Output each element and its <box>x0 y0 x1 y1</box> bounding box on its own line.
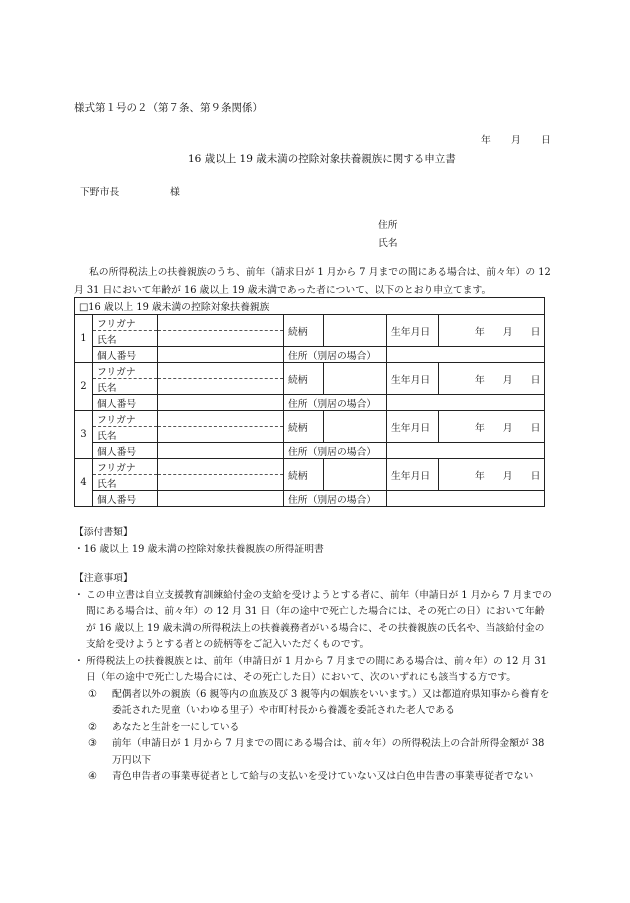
my-number-field[interactable] <box>158 347 284 363</box>
applicant-address-label: 住所 <box>378 220 398 231</box>
birthdate-label: 生年月日 <box>387 459 439 491</box>
day-label: 日 <box>530 326 541 338</box>
relationship-label: 続柄 <box>284 459 324 491</box>
condition-mark: ② <box>88 721 97 733</box>
intro-line-1: 私の所得税法上の扶養親族のうち、前年（請求日が 1 月から 7 月までの間にある場合は、前々年）の 12 <box>89 267 551 278</box>
birthdate-field[interactable] <box>439 363 545 395</box>
condition-text: あなたと生計を一にしている <box>112 721 240 733</box>
row-number: 4 <box>75 459 93 507</box>
relationship-field[interactable] <box>324 411 387 443</box>
my-number-label: 個人番号 <box>93 491 158 507</box>
address-label: 住所（別居の場合） <box>284 443 387 459</box>
intro-line-2: 月 31 日において年齢が 16 歳以上 19 歳未満であった者について、以下のとおり申立てます。 <box>74 285 492 296</box>
condition-mark: ③ <box>88 738 97 749</box>
my-number-field[interactable] <box>158 395 284 411</box>
year-label: 年 <box>475 422 485 434</box>
document-title: 16 歳以上 19 歳未満の控除対象扶養親族に関する申立書 <box>188 153 456 165</box>
condition-item <box>74 769 554 786</box>
year-label: 年 <box>475 470 485 482</box>
my-number-field[interactable] <box>158 491 284 507</box>
birthdate-label: 生年月日 <box>387 315 439 347</box>
furigana-label: フリガナ <box>93 459 158 475</box>
row-number: 2 <box>75 363 93 411</box>
address-label: 住所（別居の場合） <box>284 395 387 411</box>
applicant-name-label: 氏名 <box>378 238 398 249</box>
name-label: 氏名 <box>93 475 158 491</box>
year-label: 年 <box>475 374 485 386</box>
month-label: 月 <box>502 374 513 386</box>
address-field[interactable] <box>387 443 545 459</box>
form-number: 様式第１号の２（第７条、第９条関係） <box>74 102 263 114</box>
furigana-field[interactable] <box>158 411 284 427</box>
year-label: 年 <box>475 326 485 338</box>
condition-text: 前年（申請日が 1 月から 7 月までの間にある場合は、前々年）の所得税法上の合計所得金額が 38 万円以下 <box>112 738 545 766</box>
furigana-label: フリガナ <box>93 363 158 379</box>
month-label: 月 <box>502 422 513 434</box>
notes-section <box>74 571 554 786</box>
attachments-heading: 【添付書類】 <box>74 527 133 538</box>
attachment-item: ・16 歳以上 19 歳未満の控除対象扶養親族の所得証明書 <box>74 544 324 555</box>
relationship-field[interactable] <box>324 363 387 395</box>
furigana-field[interactable] <box>158 459 284 475</box>
my-number-label: 個人番号 <box>93 347 158 363</box>
name-label: 氏名 <box>93 427 158 443</box>
relationship-label: 続柄 <box>284 315 324 347</box>
condition-mark: ④ <box>88 771 97 782</box>
address-label: 住所（別居の場合） <box>284 347 387 363</box>
addressee-honorific: 様 <box>170 187 180 198</box>
day-label: 日 <box>530 470 541 482</box>
my-number-field[interactable] <box>158 443 284 459</box>
condition-item <box>74 687 554 720</box>
furigana-field[interactable] <box>158 315 284 331</box>
row-number: 3 <box>75 411 93 459</box>
birthdate-label: 生年月日 <box>387 363 439 395</box>
my-number-label: 個人番号 <box>93 395 158 411</box>
my-number-label: 個人番号 <box>93 443 158 459</box>
address-field[interactable] <box>387 347 545 363</box>
condition-item <box>74 736 554 769</box>
name-field[interactable] <box>158 427 284 443</box>
furigana-label: フリガナ <box>93 411 158 427</box>
month-label: 月 <box>502 470 513 482</box>
note-bullet-2: ・ 所得税法上の扶養親族とは、前年（申請日が 1 月から 7 月までの間にある場合は、前々年）の 12 月 31 日（年の途中で死亡した場合には、その死亡した日）において、次のいずれにも該当する方です。 <box>74 654 554 687</box>
relationship-field[interactable] <box>324 459 387 491</box>
condition-mark: ① <box>88 688 97 700</box>
date-month-label: 月 <box>511 135 521 146</box>
relationship-label: 続柄 <box>284 363 324 395</box>
dependents-table <box>74 297 545 507</box>
name-field[interactable] <box>158 379 284 395</box>
furigana-label: フリガナ <box>93 315 158 331</box>
address-field[interactable] <box>387 491 545 507</box>
relationship-field[interactable] <box>324 315 387 347</box>
addressee-name: 下野市長 <box>80 187 120 198</box>
relationship-label: 続柄 <box>284 411 324 443</box>
table-header: □16 歳以上 19 歳未満の控除対象扶養親族 <box>75 298 545 315</box>
day-label: 日 <box>530 374 541 386</box>
address-label: 住所（別居の場合） <box>284 491 387 507</box>
birthdate-field[interactable] <box>439 411 545 443</box>
name-field[interactable] <box>158 475 284 491</box>
note-bullet-1: ・ この申立書は自立支援教育訓練給付金の支給を受けようとする者に、前年（申請日が 1 月から 7 月までの間にある場合は、前々年）の 12 月 31 日（年の途中で死亡した場合には、その死亡の日）において年齢が 16 歳以上 19 歳未満の所得税法上の扶養義務者がいる場合に、その扶養親族の氏名や、当該給付金の支給を受けようとする者との続柄等をご記入いただくものです。 <box>74 588 554 654</box>
address-field[interactable] <box>387 395 545 411</box>
name-label: 氏名 <box>93 379 158 395</box>
birthdate-label: 生年月日 <box>387 411 439 443</box>
condition-text: 青色申告者の事業専従者として給与の支払いを受けていない又は白色申告書の事業専従者でない <box>112 771 534 782</box>
condition-text: 配偶者以外の親族（6 親等内の血族及び 3 親等内の姻族をいいます。）又は都道府県知事から養育を委託された児童（いわゆる里子）や市町村長から養護を委託された老人である <box>112 688 550 716</box>
condition-item <box>74 720 554 737</box>
row-number: 1 <box>75 315 93 363</box>
name-field[interactable] <box>158 331 284 347</box>
name-label: 氏名 <box>93 331 158 347</box>
date-year-label: 年 <box>481 135 491 146</box>
notes-heading: 【注意事項】 <box>74 573 133 584</box>
birthdate-field[interactable] <box>439 459 545 491</box>
furigana-field[interactable] <box>158 363 284 379</box>
day-label: 日 <box>530 422 541 434</box>
date-day-label: 日 <box>541 135 551 146</box>
birthdate-field[interactable] <box>439 315 545 347</box>
month-label: 月 <box>502 326 513 338</box>
